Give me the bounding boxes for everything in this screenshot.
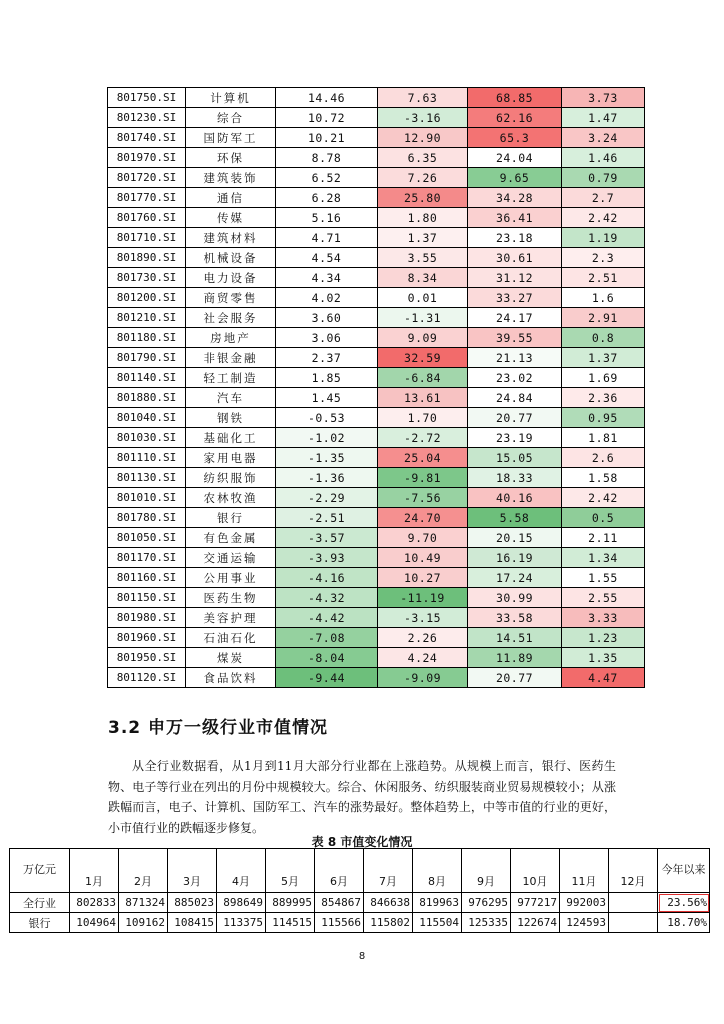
index-code-cell: 801730.SI	[108, 268, 186, 288]
value-cell: 1.37	[378, 228, 468, 248]
value-cell: 17.24	[468, 568, 562, 588]
value-cell: 30.61	[468, 248, 562, 268]
value-cell: 3.55	[378, 248, 468, 268]
value-cell: -11.19	[378, 588, 468, 608]
value-cell: -3.93	[276, 548, 378, 568]
value-cell: -9.44	[276, 668, 378, 688]
value-cell: 3.60	[276, 308, 378, 328]
index-code-cell: 801010.SI	[108, 488, 186, 508]
table-caption: 表 8 市值变化情况	[311, 835, 413, 849]
column-header: 今年以来	[658, 849, 710, 893]
value-cell: 25.04	[378, 448, 468, 468]
value-cell: 14.46	[276, 88, 378, 108]
value-cell: 1.85	[276, 368, 378, 388]
value-cell: 2.37	[276, 348, 378, 368]
value-cell: 10.27	[378, 568, 468, 588]
table-row	[108, 548, 645, 568]
value-cell: -1.02	[276, 428, 378, 448]
index-code-cell: 801120.SI	[108, 668, 186, 688]
value-cell: 2.51	[562, 268, 645, 288]
value-cell: -0.53	[276, 408, 378, 428]
industry-name-cell: 建筑材料	[186, 228, 276, 248]
column-header: 8月	[413, 849, 462, 893]
value-cell: -2.72	[378, 428, 468, 448]
value-cell	[609, 913, 658, 933]
column-header: 9月	[462, 849, 511, 893]
value-cell: 62.16	[468, 108, 562, 128]
table-row	[108, 408, 645, 428]
value-cell: 16.19	[468, 548, 562, 568]
value-cell: 6.35	[378, 148, 468, 168]
value-cell: 0.8	[562, 328, 645, 348]
value-cell: 3.33	[562, 608, 645, 628]
industry-name-cell: 环保	[186, 148, 276, 168]
table-row	[108, 88, 645, 108]
market-value-table	[9, 848, 710, 933]
value-cell: 65.3	[468, 128, 562, 148]
table-row	[108, 268, 645, 288]
value-cell: -4.32	[276, 588, 378, 608]
value-cell: 977217	[511, 893, 560, 913]
value-cell: 6.28	[276, 188, 378, 208]
value-cell: 125335	[462, 913, 511, 933]
value-cell: 2.42	[562, 488, 645, 508]
value-cell: 25.80	[378, 188, 468, 208]
column-header: 11月	[560, 849, 609, 893]
table-row	[108, 488, 645, 508]
unit-header: 万亿元	[10, 849, 70, 893]
column-header: 4月	[217, 849, 266, 893]
value-cell: 9.09	[378, 328, 468, 348]
value-cell: 15.05	[468, 448, 562, 468]
value-cell: 10.49	[378, 548, 468, 568]
industry-name-cell: 农林牧渔	[186, 488, 276, 508]
industry-name-cell: 纺织服饰	[186, 468, 276, 488]
value-cell: 115802	[364, 913, 413, 933]
value-cell: -9.81	[378, 468, 468, 488]
value-cell: 31.12	[468, 268, 562, 288]
value-cell: 2.26	[378, 628, 468, 648]
value-cell: 10.72	[276, 108, 378, 128]
value-cell: 9.70	[378, 528, 468, 548]
value-cell: 124593	[560, 913, 609, 933]
value-cell: -2.51	[276, 508, 378, 528]
value-cell: -9.09	[378, 668, 468, 688]
value-cell: -4.42	[276, 608, 378, 628]
industry-name-cell: 家用电器	[186, 448, 276, 468]
table-row	[108, 448, 645, 468]
table-row	[108, 228, 645, 248]
industry-name-cell: 有色金属	[186, 528, 276, 548]
industry-name-cell: 银行	[186, 508, 276, 528]
table-row	[108, 588, 645, 608]
value-cell: 802833	[70, 893, 119, 913]
industry-name-cell: 社会服务	[186, 308, 276, 328]
table-row	[10, 913, 710, 933]
industry-name-cell: 非银金融	[186, 348, 276, 368]
value-cell: 115566	[315, 913, 364, 933]
value-cell: 3.06	[276, 328, 378, 348]
value-cell: 889995	[266, 893, 315, 913]
index-code-cell: 801960.SI	[108, 628, 186, 648]
value-cell: -3.57	[276, 528, 378, 548]
value-cell: 1.46	[562, 148, 645, 168]
table-row	[108, 168, 645, 188]
index-code-cell: 801780.SI	[108, 508, 186, 528]
value-cell: 33.27	[468, 288, 562, 308]
value-cell: -2.29	[276, 488, 378, 508]
value-cell: 1.69	[562, 368, 645, 388]
value-cell: 1.35	[562, 648, 645, 668]
value-cell: 122674	[511, 913, 560, 933]
index-code-cell: 801980.SI	[108, 608, 186, 628]
value-cell: 108415	[168, 913, 217, 933]
row-label-cell: 银行	[10, 913, 70, 933]
value-cell: 0.01	[378, 288, 468, 308]
table-row	[108, 148, 645, 168]
industry-name-cell: 通信	[186, 188, 276, 208]
value-cell: 2.6	[562, 448, 645, 468]
column-header: 5月	[266, 849, 315, 893]
value-cell: 4.24	[378, 648, 468, 668]
value-cell: 4.47	[562, 668, 645, 688]
index-code-cell: 801170.SI	[108, 548, 186, 568]
value-cell: 1.81	[562, 428, 645, 448]
ytd-cell: 23.56%	[658, 893, 710, 913]
value-cell: 4.71	[276, 228, 378, 248]
index-code-cell: 801950.SI	[108, 648, 186, 668]
value-cell: 14.51	[468, 628, 562, 648]
value-cell: 1.6	[562, 288, 645, 308]
value-cell: 10.21	[276, 128, 378, 148]
value-cell: 854867	[315, 893, 364, 913]
value-cell: 898649	[217, 893, 266, 913]
value-cell: 1.45	[276, 388, 378, 408]
value-cell: 20.77	[468, 668, 562, 688]
value-cell: 3.24	[562, 128, 645, 148]
table-row	[108, 348, 645, 368]
value-cell: 885023	[168, 893, 217, 913]
row-label-cell: 全行业	[10, 893, 70, 913]
value-cell: 1.34	[562, 548, 645, 568]
value-cell: 5.58	[468, 508, 562, 528]
industry-name-cell: 轻工制造	[186, 368, 276, 388]
value-cell: -7.56	[378, 488, 468, 508]
value-cell: -3.16	[378, 108, 468, 128]
table-row	[108, 428, 645, 448]
value-cell: 36.41	[468, 208, 562, 228]
value-cell: 1.19	[562, 228, 645, 248]
value-cell: 1.37	[562, 348, 645, 368]
industry-name-cell: 钢铁	[186, 408, 276, 428]
industry-name-cell: 食品饮料	[186, 668, 276, 688]
index-code-cell: 801210.SI	[108, 308, 186, 328]
industry-name-cell: 煤炭	[186, 648, 276, 668]
index-code-cell: 801030.SI	[108, 428, 186, 448]
index-code-cell: 801200.SI	[108, 288, 186, 308]
index-code-cell: 801890.SI	[108, 248, 186, 268]
industry-name-cell: 医药生物	[186, 588, 276, 608]
value-cell: 114515	[266, 913, 315, 933]
column-header: 1月	[70, 849, 119, 893]
value-cell: 115504	[413, 913, 462, 933]
column-header: 6月	[315, 849, 364, 893]
industry-name-cell: 综合	[186, 108, 276, 128]
table-row	[108, 568, 645, 588]
value-cell: 819963	[413, 893, 462, 913]
value-cell: 7.63	[378, 88, 468, 108]
table-row	[108, 668, 645, 688]
value-cell: 21.13	[468, 348, 562, 368]
column-header: 12月	[609, 849, 658, 893]
value-cell	[609, 893, 658, 913]
industry-name-cell: 机械设备	[186, 248, 276, 268]
industry-name-cell: 基础化工	[186, 428, 276, 448]
table-row	[10, 893, 710, 913]
column-header: 3月	[168, 849, 217, 893]
value-cell: 5.16	[276, 208, 378, 228]
industry-name-cell: 公用事业	[186, 568, 276, 588]
value-cell: 30.99	[468, 588, 562, 608]
ytd-cell: 18.70%	[658, 913, 710, 933]
value-cell: 4.34	[276, 268, 378, 288]
index-code-cell: 801880.SI	[108, 388, 186, 408]
value-cell: 992003	[560, 893, 609, 913]
value-cell: 68.85	[468, 88, 562, 108]
industry-name-cell: 传媒	[186, 208, 276, 228]
value-cell: 24.17	[468, 308, 562, 328]
value-cell: 2.42	[562, 208, 645, 228]
value-cell: 23.18	[468, 228, 562, 248]
value-cell: 846638	[364, 893, 413, 913]
industry-name-cell: 美容护理	[186, 608, 276, 628]
value-cell: 33.58	[468, 608, 562, 628]
index-code-cell: 801770.SI	[108, 188, 186, 208]
industry-name-cell: 建筑装饰	[186, 168, 276, 188]
value-cell: -3.15	[378, 608, 468, 628]
industry-name-cell: 国防军工	[186, 128, 276, 148]
table-row	[108, 528, 645, 548]
industry-return-table	[107, 87, 645, 688]
value-cell: 24.70	[378, 508, 468, 528]
value-cell: 1.47	[562, 108, 645, 128]
industry-name-cell: 电力设备	[186, 268, 276, 288]
index-code-cell: 801760.SI	[108, 208, 186, 228]
industry-name-cell: 石油石化	[186, 628, 276, 648]
value-cell: 104964	[70, 913, 119, 933]
index-code-cell: 801710.SI	[108, 228, 186, 248]
index-code-cell: 801160.SI	[108, 568, 186, 588]
index-code-cell: 801230.SI	[108, 108, 186, 128]
value-cell: 3.73	[562, 88, 645, 108]
table-row	[108, 648, 645, 668]
value-cell: 20.15	[468, 528, 562, 548]
value-cell: 34.28	[468, 188, 562, 208]
value-cell: 13.61	[378, 388, 468, 408]
column-header: 2月	[119, 849, 168, 893]
table-row	[108, 368, 645, 388]
value-cell: 40.16	[468, 488, 562, 508]
value-cell: 113375	[217, 913, 266, 933]
table-row	[108, 208, 645, 228]
index-code-cell: 801050.SI	[108, 528, 186, 548]
value-cell: -1.31	[378, 308, 468, 328]
index-code-cell: 801790.SI	[108, 348, 186, 368]
value-cell: 23.02	[468, 368, 562, 388]
section-title: 3.2 申万一级行业市值情况	[108, 718, 329, 738]
table-row	[108, 608, 645, 628]
value-cell: -8.04	[276, 648, 378, 668]
value-cell: 8.78	[276, 148, 378, 168]
value-cell: 0.95	[562, 408, 645, 428]
table-row	[108, 468, 645, 488]
value-cell: 8.34	[378, 268, 468, 288]
value-cell: -7.08	[276, 628, 378, 648]
index-code-cell: 801740.SI	[108, 128, 186, 148]
value-cell: 39.55	[468, 328, 562, 348]
value-cell: 4.54	[276, 248, 378, 268]
value-cell: 2.36	[562, 388, 645, 408]
column-header: 7月	[364, 849, 413, 893]
value-cell: 18.33	[468, 468, 562, 488]
industry-name-cell: 计算机	[186, 88, 276, 108]
value-cell: 1.58	[562, 468, 645, 488]
value-cell: 7.26	[378, 168, 468, 188]
value-cell: 23.19	[468, 428, 562, 448]
value-cell: 1.70	[378, 408, 468, 428]
table-row	[108, 128, 645, 148]
value-cell: 1.23	[562, 628, 645, 648]
value-cell: -4.16	[276, 568, 378, 588]
table-row	[108, 508, 645, 528]
industry-name-cell: 房地产	[186, 328, 276, 348]
page-number: 8	[358, 951, 366, 962]
value-cell: 2.7	[562, 188, 645, 208]
index-code-cell: 801970.SI	[108, 148, 186, 168]
value-cell: 11.89	[468, 648, 562, 668]
table-row	[108, 188, 645, 208]
value-cell: 0.5	[562, 508, 645, 528]
index-code-cell: 801040.SI	[108, 408, 186, 428]
index-code-cell: 801140.SI	[108, 368, 186, 388]
value-cell: 32.59	[378, 348, 468, 368]
value-cell: 871324	[119, 893, 168, 913]
table-row	[108, 628, 645, 648]
industry-name-cell: 汽车	[186, 388, 276, 408]
value-cell: 1.80	[378, 208, 468, 228]
value-cell: 2.11	[562, 528, 645, 548]
body-paragraph: 从全行业数据看，从1月到11月大部分行业都在上涨趋势。从规模上而言，银行、医药生物、电子等行业在列出的月份中规模较大。综合、休闲服务、纺织服装商业贸易规模较小；从涨跌幅而言，电子、计算机、国防军工、汽车的涨势最好。整体趋势上，中等市值的行业的更好，小市值行业的跌幅逐步修复。	[108, 759, 616, 835]
index-code-cell: 801180.SI	[108, 328, 186, 348]
value-cell: 20.77	[468, 408, 562, 428]
index-code-cell: 801720.SI	[108, 168, 186, 188]
value-cell: 4.02	[276, 288, 378, 308]
index-code-cell: 801110.SI	[108, 448, 186, 468]
index-code-cell: 801750.SI	[108, 88, 186, 108]
index-code-cell: 801150.SI	[108, 588, 186, 608]
table-row	[108, 328, 645, 348]
value-cell: 2.91	[562, 308, 645, 328]
value-cell: 24.04	[468, 148, 562, 168]
value-cell: 976295	[462, 893, 511, 913]
value-cell: 0.79	[562, 168, 645, 188]
value-cell: 6.52	[276, 168, 378, 188]
value-cell: 109162	[119, 913, 168, 933]
value-cell: 12.90	[378, 128, 468, 148]
value-cell: 1.55	[562, 568, 645, 588]
table-row	[108, 108, 645, 128]
value-cell: -1.36	[276, 468, 378, 488]
value-cell: -1.35	[276, 448, 378, 468]
industry-name-cell: 商贸零售	[186, 288, 276, 308]
value-cell: -6.84	[378, 368, 468, 388]
value-cell: 24.84	[468, 388, 562, 408]
industry-name-cell: 交通运输	[186, 548, 276, 568]
value-cell: 2.3	[562, 248, 645, 268]
table-row	[108, 288, 645, 308]
table-row	[108, 248, 645, 268]
table-row	[108, 308, 645, 328]
value-cell: 2.55	[562, 588, 645, 608]
table-row	[108, 388, 645, 408]
index-code-cell: 801130.SI	[108, 468, 186, 488]
value-cell: 9.65	[468, 168, 562, 188]
column-header: 10月	[511, 849, 560, 893]
